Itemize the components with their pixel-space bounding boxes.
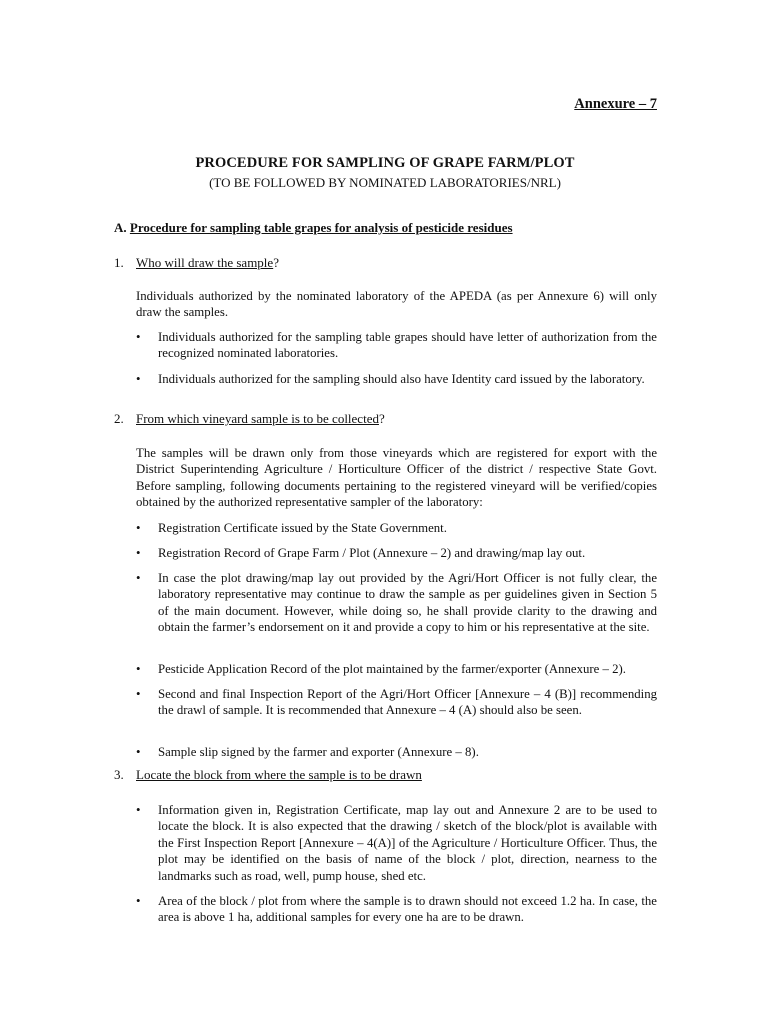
bullet-icon: •	[136, 662, 141, 676]
list-item	[136, 744, 657, 761]
question-2-number: 2.	[114, 411, 124, 426]
section-a-prefix: A.	[114, 220, 130, 235]
list-item-text: Second and final Inspection Report of the Agri/Hort Officer [Annexure – 4 (B)] recommending the drawl of sample. It is recommended that Annexure – 4 (A) should also be seen.	[158, 687, 657, 718]
list-item	[136, 371, 657, 405]
section-a-heading	[114, 220, 513, 236]
question-1-paragraph: Individuals authorized by the nominated laboratory of the APEDA (as per Annexure 6) will only draw the samples.	[136, 289, 657, 320]
question-2	[0, 411, 770, 427]
list-item	[136, 802, 657, 886]
list-item-text: Area of the block / plot from where the sample is to drawn should not exceed 1.2 ha. In case, the area is above 1 ha, additional samples for every one ha are to be drawn.	[158, 894, 657, 925]
list-item-text: In case the plot drawing/map lay out provided by the Agri/Hort Officer is not fully clear, the laboratory representative may continue to draw the sample as per guidelines given in Section 5 of the main document. However, while doing so, he shall provide clarity to the drawing and obtain the farmer’s endorsement on it and provide a copy to him or his representative at the site.	[158, 571, 657, 635]
list-item	[136, 329, 657, 363]
document-title: PROCEDURE FOR SAMPLING OF GRAPE FARM/PLOT	[195, 155, 575, 171]
bullet-icon: •	[136, 745, 141, 759]
list-item	[136, 570, 657, 654]
section-a-title: Procedure for sampling table grapes for analysis of pesticide residues	[129, 220, 513, 235]
list-item	[136, 520, 657, 537]
bullet-icon: •	[136, 330, 141, 344]
question-3-heading	[136, 767, 422, 783]
list-item	[136, 661, 657, 678]
question-1-suffix: ?	[273, 255, 279, 270]
question-1	[0, 255, 770, 271]
bullet-icon: •	[136, 521, 141, 535]
bullet-icon: •	[136, 546, 141, 560]
document-subtitle: (TO BE FOLLOWED BY NOMINATED LABORATORIES/NRL)	[209, 175, 561, 190]
list-item-text: Registration Certificate issued by the State Government.	[158, 521, 447, 535]
question-2-paragraph: The samples will be drawn only from those vineyards which are registered for export with the District Superintending Agriculture / Horticulture Officer of the district / respective State Govt. Before sampling, following documents pertaining to the registered vineyard will be verified/copies obtained by the authorized representative sampler of the laboratory:	[136, 446, 657, 510]
bullet-icon: •	[136, 372, 141, 386]
question-2-text: From which vineyard sample is to be collected	[136, 411, 379, 426]
bullet-icon: •	[136, 687, 141, 701]
annexure-label: Annexure – 7	[574, 96, 657, 112]
question-1-text: Who will draw the sample	[136, 255, 274, 270]
question-3	[0, 767, 770, 783]
bullet-icon: •	[136, 803, 141, 817]
list-item-text: Pesticide Application Record of the plot maintained by the farmer/exporter (Annexure – 2).	[158, 662, 627, 676]
question-1-number: 1.	[114, 255, 124, 270]
list-item-text: Registration Record of Grape Farm / Plot (Annexure – 2) and drawing/map lay out.	[158, 546, 586, 560]
list-item-text: Sample slip signed by the farmer and exporter (Annexure – 8).	[158, 745, 479, 759]
list-item-text: Individuals authorized for the sampling should also have Identity card issued by the laboratory.	[158, 372, 645, 386]
bullet-icon: •	[136, 571, 141, 585]
question-1-heading	[136, 255, 279, 271]
question-2-heading	[136, 411, 385, 427]
list-item	[136, 686, 657, 736]
list-item	[136, 893, 657, 927]
question-3-number: 3.	[114, 767, 124, 782]
list-item-text: Information given in, Registration Certificate, map lay out and Annexure 2 are to be used to locate the block. It is also expected that the drawing / sketch of the block/plot is available with the First Inspection Report [Annexure – 4(A)] of the Agriculture / Horticulture Officer. Thus, the plot may be identified on the basis of name of the block / plot, direction, nearness to the landmarks such as road, well, pump house, shed etc.	[158, 803, 657, 883]
question-3-text: Locate the block from where the sample is to be drawn	[136, 767, 422, 782]
bullet-icon: •	[136, 894, 141, 908]
list-item	[136, 545, 657, 562]
question-2-suffix: ?	[378, 411, 385, 426]
list-item-text: Individuals authorized for the sampling table grapes should have letter of authorization from the recognized nominated laboratories.	[158, 330, 657, 361]
